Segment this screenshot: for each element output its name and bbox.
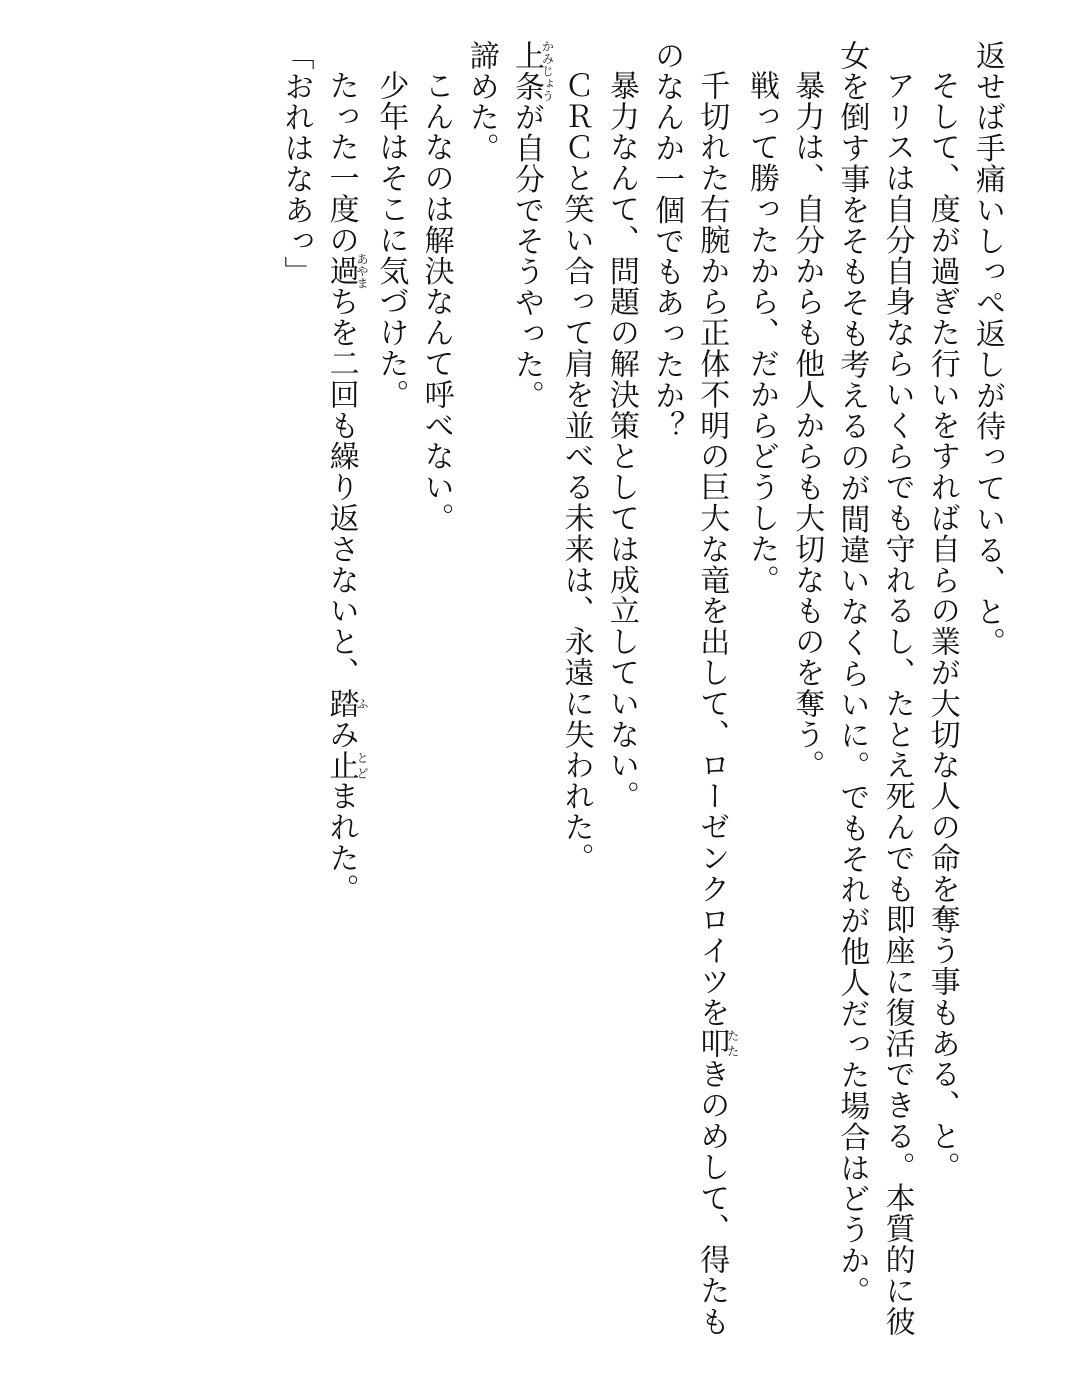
paragraph-7 bbox=[599, 40, 644, 1340]
ruby-base: 上条 bbox=[508, 40, 544, 102]
ruby-base: 過 bbox=[323, 252, 359, 289]
paragraph-text: 暴力なんて、問題の解決策としては成立していない。 bbox=[603, 70, 639, 812]
paragraph-text-after: が自分でそうやった。 bbox=[508, 101, 544, 411]
paragraph-2 bbox=[920, 40, 965, 1340]
ruby-word bbox=[323, 252, 370, 289]
paragraph-text: アリスは自分自身ならいくらでも守れるし、たとえ死んでも即座に復活できる。本質的に彼女を倒す事をそもそも考えるのが間違いなくらいに。でもそれが他人だった場合はどうか。 bbox=[834, 40, 915, 1337]
ruby-reading: ふ bbox=[355, 688, 370, 719]
ruby-base: 踏 bbox=[323, 688, 359, 719]
paragraph-text: こんなのは解決なんて呼べない。 bbox=[418, 70, 454, 534]
paragraph-text-after: ちを二回も繰り返さないと、 bbox=[323, 286, 359, 689]
paragraph-text: 「おれはなあっ」 bbox=[278, 40, 314, 288]
ruby-reading: とど bbox=[355, 749, 370, 781]
paragraph-11 bbox=[413, 40, 458, 1340]
paragraph-10 bbox=[459, 40, 504, 1340]
paragraph-8 bbox=[553, 40, 598, 1340]
ruby-reading: たた bbox=[725, 1027, 740, 1059]
paragraph-3 bbox=[829, 40, 919, 1340]
ruby-word bbox=[508, 40, 555, 102]
paragraph-text: ＣＲＣと笑い合って肩を並べる未来は、永遠に失われた。 bbox=[558, 70, 594, 874]
paragraph-text: 諦めた。 bbox=[463, 40, 499, 164]
paragraph-text: 暴力は、自分からも他人からも大切なものを奪う。 bbox=[789, 70, 825, 781]
ruby-reading: かみじょう bbox=[540, 40, 555, 102]
paragraph-4 bbox=[784, 40, 829, 1340]
ruby-word bbox=[323, 749, 370, 781]
paragraph-13 bbox=[318, 40, 368, 1340]
vertical-text-body bbox=[273, 40, 1010, 1340]
dialogue-line bbox=[273, 40, 318, 1340]
paragraph-6 bbox=[644, 40, 739, 1340]
paragraph-text-after: きのめして、得たものなんか一個でもあったか？ bbox=[649, 40, 730, 1337]
paragraph-1 bbox=[965, 40, 1010, 1340]
paragraph-text-after: まれた。 bbox=[323, 780, 359, 905]
ruby-base: 止 bbox=[323, 749, 359, 781]
paragraph-text: 戦って勝ったから、だからどうした。 bbox=[743, 70, 779, 596]
paragraph-text: 千切れた右腕から正体不明の巨大な竜を出して、ローゼンクロイツを bbox=[694, 70, 730, 1028]
paragraph-9 bbox=[504, 40, 554, 1340]
ruby-word bbox=[694, 1027, 740, 1059]
paragraph-text: たった一度の bbox=[323, 70, 359, 256]
paragraph-text: 少年はそこに気づけた。 bbox=[373, 70, 409, 410]
paragraph-5 bbox=[739, 40, 784, 1340]
paragraph-12 bbox=[368, 40, 413, 1340]
ruby-word bbox=[323, 688, 370, 719]
paragraph-text-mid: み bbox=[323, 718, 359, 750]
paragraph-text: そして、度が過ぎた行いをすれば自らの業が大切な人の命を奪う事もある、と。 bbox=[924, 70, 960, 1183]
ruby-reading: あやま bbox=[355, 252, 370, 289]
paragraph-text: 返せば手痛いしっぺ返しが待っている、と。 bbox=[970, 40, 1005, 658]
ruby-base: 叩 bbox=[694, 1027, 730, 1059]
